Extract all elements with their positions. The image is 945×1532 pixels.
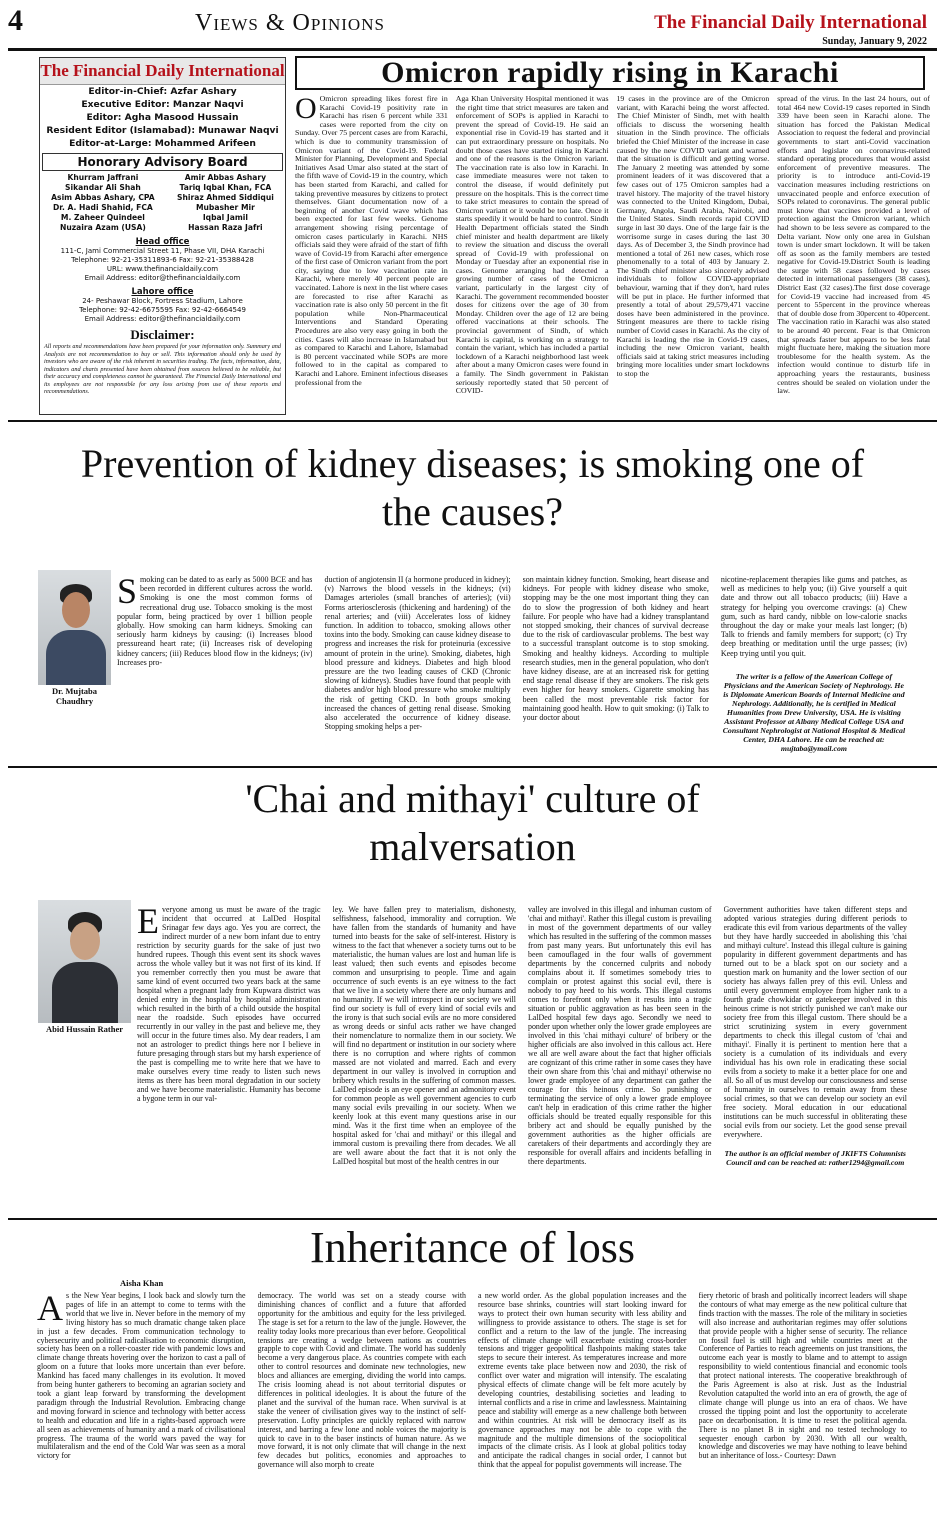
section-title: Views & Opinions [195,10,385,36]
page-number: 4 [8,4,23,37]
article3-col: valley are involved in this illegal and inhuman custom of 'chai and mithayi'. Rather this illegal custom is prevailing in most of the government departments of our valley which has resulted in the suffering of the common masses from past many years. But unfortunately this evil has been camouflaged in the four walls of government departments by the concerned culprits and nobody complains about it. If sometimes somebody tries to complain or protest against this social evil, there is nobody to pay heed to his words. This illegal customs comes to forefront only when it results into a tragic situation or public aggravation as has been seen in the LalDed hospital few days ago. Secondly we need to ponder upon whether only the lower grade employees are involved in this 'chai mithayi culture' of bribery or the higher officials are also involved in this callous act. Here we all are well aware about the fact that higher officials are cognizant of this crime rather in some cases they have their own share from this 'chai and mithayi' otherwise no lower grade employee of any department can gather the courage for this heinous crime. So punishing or terminating the service of only a lower grade employee can't help in eradication of this crime rather the higher officials should be treated equally responsible for this bribery act and should be equally punished by the government authorities as the higher officials are caretakers of their departments and accordingly they are responsible for overall affairs and incidents befalling in there departments. [528,905,712,1166]
author-byline: Aisha Khan [120,1278,164,1288]
article1-col: spread of the virus. In the last 24 hours, out of total 464 new Covid-19 cases reported in Sindh 339 have been seen in Karachi alone. The situation has forced the Pakistan Medical Association to request the federal and provincial governments to start anti-Covid vaccination efforts and legislate on coronavirus-related standard operating procedures that would assist enforcement of preventive measures. The priority is to introduce anti-Covid-19 vaccination measures including restrictions on unvaccinated people and enforce execution of SOPs related to coronavirus. The general public must know that vaccines provided a level of protection against the Omicron variant, which had shown to be less severe as compared to the Delta variant. Now only one area in Gulshan town is under smart lockdown. It will be taken off as soon as the family members are tested negative for Covid-19.District South is leading the surge with 58 cases followed by cases detected in international passengers (38 cases), District East (32 cases).The first dose coverage for Covid-19 vaccine had increased from 45 percent to 55percent in the province whereas that of double dose from 30percent to 40percent. The vaccination ratio in Karachi was also stated to be around 40 percent. Fear is that Omicron that spreads faster but appears to be less fatal might fluctuate here, making the situation more troublesome for the health system. As the infection would continue to disturb life in approaching years the restaurants, business centres should be sealed on violation under the law. [777,95,930,396]
board-member: Sikandar Ali Shah [65,183,141,192]
masthead-title: The Financial Daily International [40,58,285,85]
board-member: Iqbal Jamil [202,213,248,222]
article2-col: son maintain kidney function. Smoking, heart disease and kidneys. For people with kidney disease who smoke, stopping may be the one most important thing they can do to slow the progression of both kidney and heart failure. For people who have had a kidney transplantand not stopped smoking, their chances of survival decrease due to the risk of cardiovascular problems. The best way to a successful transplant outcome is to stop smoking. Smoking and healthy kidneys. According to multiple research studies, men in the general population, who don't have kidney disease, are at an increased risk for getting end stage renal disease if they are smokers. The risk gets even higher for heavy smokers. Cigarette smoking has been called the most preventable risk factor for maintaining good health. How to quit smoking: (i) Talk to your doctor about [522,575,709,723]
author-note: The writer is a fellow of the American College of Physicians and the American Society of Nephrology. He is Diplomate American Boards of Internal Medicine and Nephrology. Additionally, he is certified in Medical Humanities from Drew University, USA. He is visiting Assistant Professor at Albany Medical College USA and Consultant Nephrologist at National Hospital & Medical Center, DHA Lahore. He can be reached at: mujtaba@ymail.com [722,671,906,753]
col-text: nicotine-replacement therapies like gums and patches, as well as medicines to help you; (ii) Give yourself a quit date and throw out all tobacco products; (iii) Have a strategy for helping you overcome cravings: (a) Chew gum, such as hard candy, nibble on low-calorie snacks throughout the day or make your meals last longer; (b) Talk to friends and family members for support; (c) Try deep breathing or meditation until the urge passes; (iv) Keep trying until you quit. [720,575,907,658]
editor-line: Editor-in-Chief: Azfar Ashary [88,86,237,97]
disclaimer-text: All reports and recommendations have been prepared for your information only. Summary and Analysis are not recommendation to buy or sell. This information should only be used by investors who are aware of the risk inherent in securities trading. The facts, information, data, indicators and charts presented have been obtained from sources believed to be reliable, but their accuracy and completeness cannot be guaranteed. The Financial Daily International and its employees are not responsible for any loss arising from use of these reports and recommendations. [44,343,281,395]
address-line: 24- Peshawar Block, Fortress Stadium, Lahore [82,297,243,305]
disclaimer-title: Disclaimer: [130,327,195,342]
article4-col: democracy. The world was set on a steady course with diminishing chances of conflict and a future that afforded opportunity for the ambitious and equity for the less privileged. The stage is set for a return to the law of the jungle. However, the reality today looks more precarious than ever before. Geopolitical tensions are creating a wedge between nations as countries grapple to cope with Covid and climate. The world has suddenly become a very dangerous place. As countries compete with each other to control resources and dominate new technologies, new blocs and alliances are emerging, dividing the world into camps. The crisis looming ahead is not about territorial disputes or differences in political ideologies. It is about the future of the planet and the survival of the human race. When survival is at stake the veneer of civilisation gives way to the instinct of self-preservation. Lofty principles are quickly replaced with narrow interest, and barring a few lone and noble voices the majority is quick to cave in to the baser instincts of human nature. As we move forward, it is not only climate that will change in the next few decades but politics, economies and approaches to governance will also morph to create [257,1292,466,1470]
article3-body [37,905,907,1215]
article2-col: duction of angiotensin II (a hormone produced in kidney); (v) Narrows the blood vessels in the kidneys; (vi) Damages arterioles (small branches of arteries); (vii) Forms arteriosclerosis (thickening and hardening) of the renal arteries; and (viii) Accelerates loss of kidney function. In addition to tobacco, smoking allows other toxins into the body. Smoking can cause kidney disease to progress and increases the risk for proteinuria (excessive amount of protein in the urine). Smoking, diabetes, high blood pressure and kidneys. Diabetes and high blood pressure are the two leading causes of CKD (Chronic slowing of kidneys). Studies have found that people with diabetes and/or high blood pressure who smoke multiply the risk of getting CKD. In both groups smoking increased the chances of getting renal disease. Smoking also accelerated the occurrence of kidney disease. Stopping smoking helps a per- [324,575,511,732]
article2-col [721,575,907,760]
author-caption: Dr. Mujtaba Chaudhry [51,686,98,706]
article4-body [37,1292,907,1528]
board-member: Amir Abbas Ashary [184,173,267,182]
board-left [51,173,154,233]
article1-col: 19 cases in the province are of the Omicron variant, with Karachi being the worst affected. The Chief Minister of Sindh, met with health officials to discuss the worsening health situation in the Sindh province. The officials briefed the Chief Minister of the increase in case caused by the new COVID variant and warned that the situation is difficult and getting worse. The January 2 meeting was attended by some prominent leaders of it was discovered that a few cases out of 175 Omicron samples had a travel history. The majority of the travel history was connected to the United Kingdom, Dubai, Germany, Angola, Saudi Arabia, Nairobi, and the United States. Sindh records rapid COVID surge in last 30 days. One of the large fair is the worrisome surge in cases during the last 30 days. As of December 3, the Sindh province had mentioned a total of 261 new cases, which rose phenomenally to a total of 403 by January 2. The Sindh chief minister also sincerely advised individuals to follow COVID-appropriate behaviour, warning that if they don't, hard rules will be put in place. He further informed that presently a total of about 29,579,471 vaccine doses have been administered in the province. Stringent measures are there to tackle rising number of Covid cases in Karachi. As the city of Karachi is leading the rise in Covid-19 cases, including the new Omicron variant, health officials said at taking strict measures including bringing more localities under smart lockdowns to stop the [616,95,770,378]
address-line: 111-C, Jami Commercial Street 11, Phase VII, DHA Karachi [60,247,265,255]
address-line: Email Address: editor@thefinancialdaily.com [84,274,241,282]
lahore-office-address [40,297,285,324]
dropcap: A [37,1292,63,1328]
dropcap: E [137,905,159,941]
article2-headline: Prevention of kidney diseases; is smoking one of the causes? [80,441,865,534]
lahore-office-title: Lahore office [131,287,194,297]
address-line: Telephone: 92-42-6675595 Fax: 92-42-6664549 [79,306,246,314]
board-member: M. Zaheer Quindeel [60,213,145,222]
issue-date: Sunday, January 9, 2022 [822,36,927,47]
advisory-board-grid [40,173,285,233]
article1-col: Aga Khan University Hospital mentioned it was the right time that strict measures are taken and enforcement of SOPs is applied in Karachi to prevent the spread of Covid-19. He said an exponential rise in Covid-19 has started and it can put extraordinary pressure on hospitals. No doubt those cases have started rising in Karachi and one of the reasons is the Omicron variant. The vaccination rate is also low in Karachi. In case immediate measures were not taken to control the disease, if would definitely put pressure on the hospitals. This is the correct time to take strict measures to contain the spread of Omicron variant or it would be too late. Once it starts speedily it would be hard to control. Sindh Health Department officials stated the Sindh chief minister and health department are likely to review the situation and discuss the overall spread of Covid-19 with professional on Monday or Tuesday after an exponential rise in cases. Genome arranging had detected a growing number of cases of the Omicron variant, particularly in the largest city of Karachi. The government recommended booster doses for citizens over the age of 30 from Monday. Children over the age of 12 are being offered vaccinations at their schools. The provincial government of Sindh, of which Karachi is capital, is working on a strategy to contain the variant, which has included a partial lockdown of a Karachi neighborhood last week after about a many Omicron cases were found in a family. The Sindh government in Pakistan seriously reportedly stated that 50 percent of COVID- [455,95,609,396]
col-text: moking can be dated to as early as 5000 BCE and has been recorded in different cultures across the world. Smoking is one the most common forms of recreational drug use. Tobacco smoking is the most popular form, being practiced by over 1 billion people globally. How smoking can harm kidneys. Smoking can seriously harm kidneys by causing: (i) Increases blood pressureand heart rate; (ii) Increases risk of developing kidney cancers; (iii) Reduces blood flow in the kidneys; (iv) Increases pro- [117,575,313,667]
board-member: Asim Abbas Ashary, CPA [51,193,155,202]
board-member: Dr. A. Hadi Shahid, FCA [53,203,153,212]
board-member: Hassan Raza Jafri [188,223,263,232]
article1-col [295,95,448,415]
address-line: Telephone: 92-21-35311893-6 Fax: 92-21-35388428 [71,256,254,264]
article3-col [37,905,321,1215]
article3-col [724,905,908,1215]
header-rule [8,48,937,51]
col-text: Government authorities have taken different steps and adopted various strategies during different periods to eradicate this evil from various departments of the valley but they have hardly succeeded in abolishing this 'chai and mithayi culture'. Instead this illegal culture is gaining popularity in different government departments and has turned out to be a black spot on our society and a question mark on humanity and the lower section of our society has always fallen prey of this evil. Unless and until every government employee from higher rank to a fourth grade chowkidar or gatekeeper involved in this heinous crime is not strictly punished we can't make our society free from this illegal custom. There should be a strict scrutinizing system in every government departments to check this illegal custom of 'chai and mithayi'. Finally it is pertinent to mention here that a society is a cumulation of its individuals and every individual has his own role in eradicating these social evils from a society to make it a better place for one and all. So all of us must develop our consciousness and sense of humanity in ourselves to remain away from these social crimes, so that we can develop our society an evil free society. Moral education in our educational institutions can be much successful in obliterating these social evils from our society. Let the good sense prevail everywhere. [723,905,907,1139]
article4-col: a new world order. As the global population increases and the resource base shrinks, countries will start looking inward for ways to protect their own human security with less ability and willingness to provide assistance to others. The stage is set for conflict and a return to the law of the jungle. The increasing effects of climate change will exacerbate existing cross-border tensions and trigger geopolitical flashpoints making states take steps to secure their interest. As temperatures increase and more extreme events take place between now and 2030, the risk of conflict over water and migration will intensify. The escalating physical effects of climate change will be felt more acutely by developing countries, destabilising societies and leading to internal conflicts and a rise in crime and lawlessness. Maintaining peace and stability will emerge as a new challenge both between and within countries. At risk will be democracy itself as its governance approaches may not be able to cope with the magnitude and the multiple dimensions of the sociopolitical impacts of the climate crisis. As I look at global politics today and anticipate the radical changes in social order, I cannot but think that the appeal for populist governments will increase. The [478,1292,687,1470]
editor-line: Executive Editor: Manzar Naqvi [81,99,244,110]
article4-col [37,1292,246,1528]
article3-headline: 'Chai and mithayi' culture of malversation [245,776,700,869]
author-note: The author is an official member of JKIFTS Columnists Council and can be reached at: rather1294@gmail.com [724,1149,906,1167]
dropcap: O [295,95,317,125]
board-member: Shiraz Ahmed Siddiqui [177,193,274,202]
article3-col: ley. We have fallen prey to materialism, dishonesty, selfishness, falsehood, immorality and corruption. We have fallen from the standards of humanity and have turned into beasts for the sake of self-interest. History is witness to the fact that whenever a society turns out to be materialistic, the human values are lost and human life is least valued; then such events and episodes become common and unsurprising to people. Time and again occurrence of such events is an eye witness to the fact that we live in a society where there are only humans and no humanity. If we will introspect in our society we will find our society is full of every kind of social evils and the irony is that such social evils are no more considered as wrong deeds or sinful acts rather we have changed their nomenclature to normalize them in our society. We will find no department or institution in our society where there is no corruption and where rights of common massed are not violated and marred. Each and every department in our valley is involved in corruption and bribery which results in the suffering of common masses. LalDed episode is an eye opener and an admonitory event for common people as well government agencies to curb many social evils prevailing in our society. When we keenly look at this event many questions arise in our mind. Was it the first time when an employee of the hospital asked for 'chai and mithayi' or this illegal and immoral custom is prevailing there from decades. We all are well aware about the fact that it is not only the LalDed hospital but most of the health centres in our [332,905,516,1166]
editor-line: Editor: Agha Masood Hussain [86,112,239,123]
article1-headline: Omicron rapidly rising in Karachi [295,56,925,90]
editors-list [40,85,285,150]
article1-body [295,95,930,415]
editor-line: Resident Editor (Islamabad): Munawar Naqvi [46,125,279,136]
author-caption: Abid Hussain Rather [46,1024,123,1034]
col-text: Omicron spreading likes forest fire in Karachi Covid-19 positivity rate in Karachi has risen 6 percent while 331 cases were reported from the city on Sunday. Over 75 percent cases are from Karachi, which is due to community transmission of Omicron variant of the Covid-19. Federal Minister for Planning, Development and Special Initiatives Asad Umar also stated at the start of the fifth wave of Covid-19 in the country, which has been started from Karachi, and called for taking preventive measures by citizens to protect themselves. Giant documentation now of a beginning of another Covid wave which has been expected for last few weeks. Genome arrangement showing rising percentage of omicron cases particularly in Karachi. NHS officials said they were afraid of the start of fifth wave of Covid-19 from Karachi after emergence of the first case of Omicron variant from the port city, saying due to low vaccination rate in Karachi, where merely 40 percent people are vaccinated. Lahore is next in the list where cases are forecasted to rise after Karachi as vaccination rate is also only 50 percent in the fit population while Non-Pharmaceutical Interventions and Standard Operating Procedures are also very easy going in both the cities. Cases will also increase in Islamabad but as compared to Karachi and Lahore, Islamabad is 80 percent vaccinated while SOPs are more followed to in the capital as compared to Karachi and Lahore. Eminent infectious diseases professional from the [295,95,448,387]
article4-col: fiery rhetoric of brash and politically incorrect leaders will shape the contours of what may emerge as the new political culture that finds traction with the masses. The role of the military in societies will also increase and authoritarian regimes may offer solutions that provide people with a higher sense of security. The reliance on fossil fuel is still high and while countries meet at the Conference of Parties to reach agreements on just transitions, the outcome each year is mostly to blame and to attempt to assign responsibility to wield contentious financial and economic tools that protect national interests. The cooperative breakthrough of the Paris Agreement is also at risk. Just as the Industrial Revolution catapulted the world into an era of growth, the age of climate change will plunge us into an era of chaos. We have crossed the tipping point and lost the opportunity to accelerate pace on decarbonisation. It is time to reset the political agenda. There is no planet B in sight and no tested technology to sequester enough carbon by 2030. With all our wealth, knowledge and discoveries we may have nothing to leave behind but an inheritance of loss.- Courtesy: Dawn [698,1292,907,1461]
address-line: Email Address: editor@thefinancialdaily.com [84,315,241,323]
board-member: Khurram Jaffrani [67,173,139,182]
advisory-board-title: Honorary Advisory Board [42,153,283,171]
head-office-address [40,247,285,283]
masthead-box [39,57,286,415]
board-member: Tariq Iqbal Khan, FCA [179,183,272,192]
editor-line: Editor-at-Large: Mohammed Arifeen [69,138,256,149]
section-rule [8,1218,937,1220]
article2-col [37,575,312,760]
paper-name: The Financial Daily International [654,12,927,33]
head-office-title: Head office [135,237,190,247]
board-member: Mubasher Mir [195,203,255,212]
dropcap: S [117,575,138,611]
section-rule [8,420,937,422]
section-rule [8,766,937,768]
address-line: URL: www.thefinancialdaily.com [106,265,219,273]
col-text: veryone among us must be aware of the tragic incident that occurred at LalDed Hospital Srinagar few days ago. Yes you are correct, the indirect murder of a new born infant due to entry restriction by security guards for the sake of just two hundred rupees. Though this event sent its shock waves across the whole valley but it was not first of its kind. If you remember correctly then you must be aware that same kind of event occurred two years back at the same hospital when a pregnant lady from Kupwara district was denied entry in the hospital by hospital administration which resulted in the birth of a child outside the hospital near the roadside. Such episodes have occurred recurrently in our valley in the past and believe me, they will occur in the future times also. My dear readers, I am not an astrologer to predict things here nor I believe in future presaging through stars but my harsh experience of the past is compelling me to write here that we have to make ourselves every time ready to listen such news items as there has been moral degradation in our society and we have become materialistic. Humanity has become a bygone term in our val- [137,905,321,1103]
col-text: s the New Year begins, I look back and slowly turn the pages of life in an attempt to come to terms with the world that we live in. Never before in the memory of my living history has so much dramatic change taken place in just a few decades. From communication technology to cybersecurity and political radicalisation to economic disruption, society has been on a roller-coaster ride with pandemic lows and climate change threats hovering over the horizon to cast a pall of gloom on a future that looks more uncertain than ever before. Mankind has faced many challenges in its evolution. It moved from being hunter gatherers to becoming an agrarian society and took a giant leap forward by transforming the development paradigm through the Industrial Revolution. Embracing change and moving forward in science and technology with better access to health and education and life in a rights-based approach were all seen as achievements of humanity and a mark of civilisational progress. The trauma of the world wars paved the way for multilateralism and the end of the Cold War was seen as a moral victory for [37,1292,246,1461]
article4-headline: Inheritance of loss [310,1223,635,1272]
article2-body [37,575,907,760]
board-member: Nuzaira Azam (USA) [59,223,146,232]
board-right [177,173,274,233]
